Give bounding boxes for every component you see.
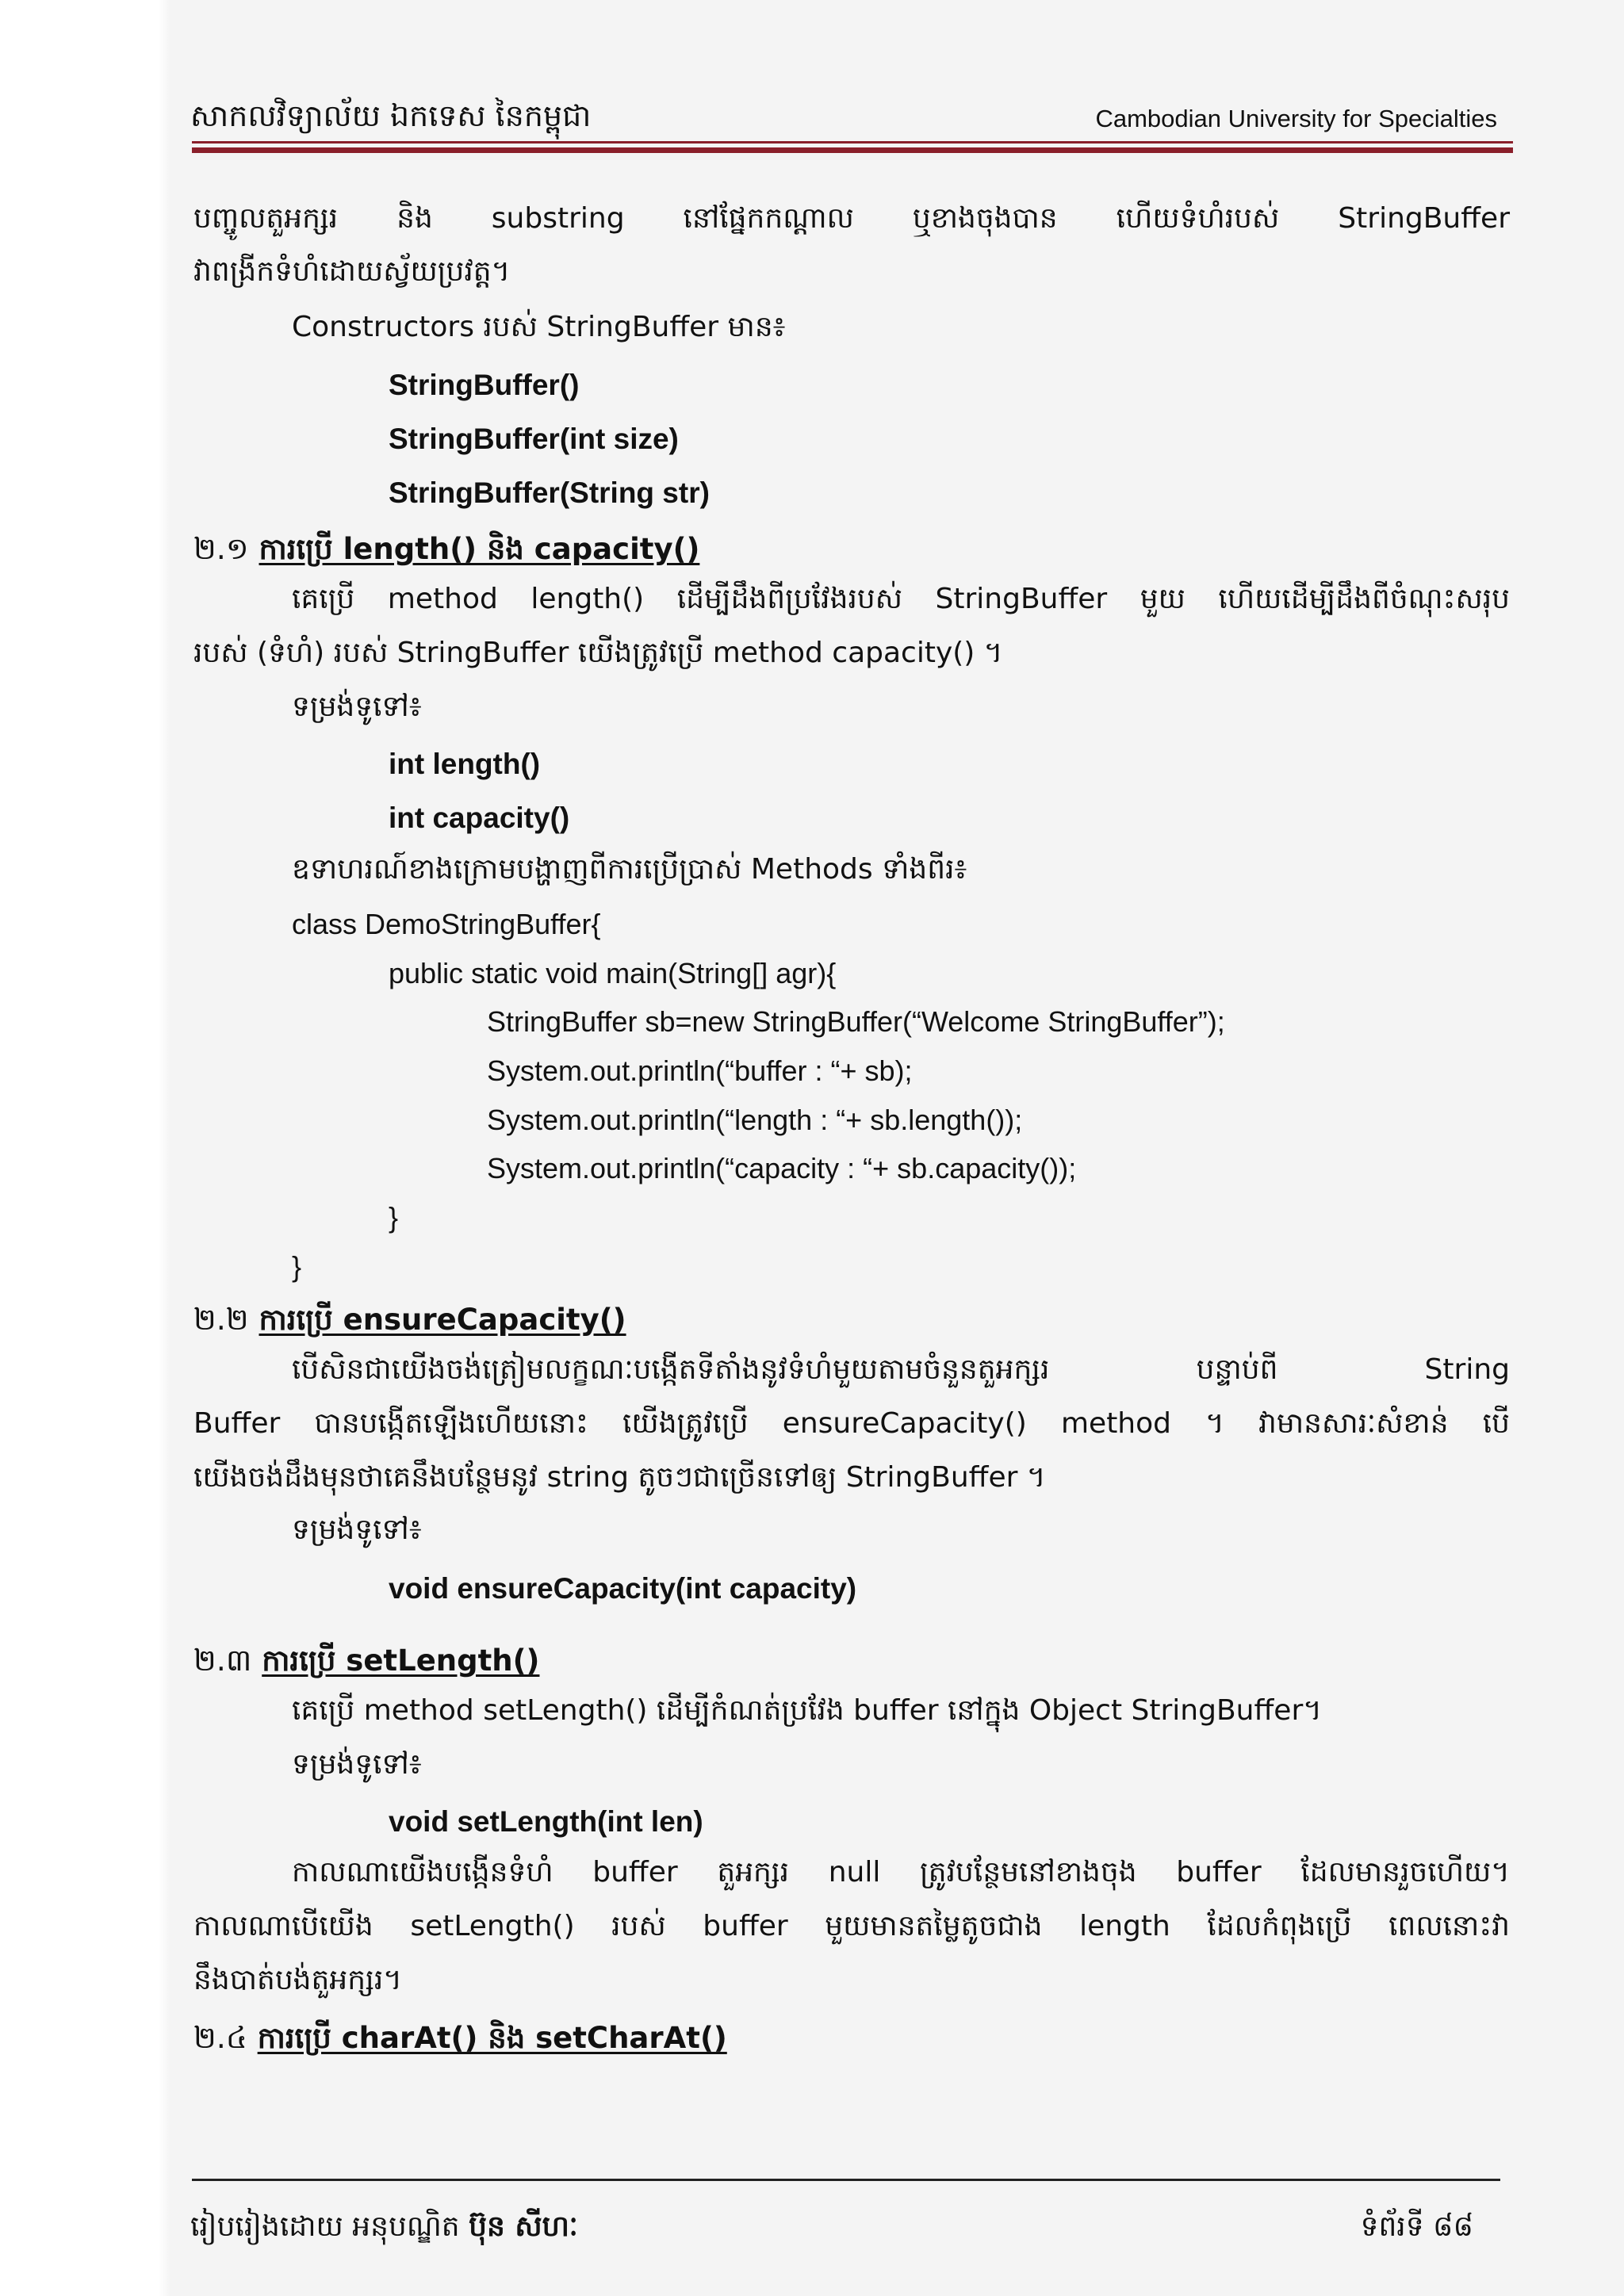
s2-form-label: ទម្រង់ទូទៅ៖	[292, 1513, 422, 1546]
s2-paragraph-line-3: យើងចង់ដឹងមុនថាគេនឹងបន្ថែមនូវ string តូចៗជាច្រើនទៅឲ្យ StringBuffer ។	[193, 1461, 1046, 1494]
s2-paragraph-line-2: Buffer បានបង្កើតឡើងហើយនោះ យើងត្រូវប្រើ ensureCapacity() method ។ វាមានសារៈសំខាន់ បើ	[193, 1407, 1510, 1440]
section-number: ២.២	[193, 1302, 249, 1337]
header-rule	[192, 141, 1513, 144]
s1-form-label: ទម្រង់ទូទៅ៖	[292, 691, 422, 723]
intro-line-2: វាពង្រីកទំហំដោយស្វ័យប្រវត្ត។	[193, 255, 511, 288]
code-line: System.out.println(“buffer : “+ sb);	[487, 1054, 913, 1087]
code-line: }	[389, 1201, 399, 1234]
code-line: public static void main(String[] agr){	[389, 957, 837, 989]
section-number: ២.៤	[193, 2020, 247, 2055]
intro-line-1: បញ្ចូលតួអក្សរ និង substring នៅផ្នែកកណ្តាល ឬខាងចុងបាន ហើយទំហំរបស់ StringBuffer	[193, 202, 1510, 235]
code-line: System.out.println(“length : “+ sb.length());	[487, 1104, 1023, 1136]
s3-note-line-1: កាលណាយើងបង្កើនទំហំ buffer តួអក្សរ null ត្រូវបន្ថែមនៅខាងចុង buffer ដែលមានរួចហើយ។	[292, 1856, 1510, 1888]
section-title: ការប្រើ setLength()	[262, 1644, 540, 1678]
footer-rule	[192, 2179, 1500, 2181]
s2-form-item: void ensureCapacity(int capacity)	[389, 1572, 857, 1605]
s1-paragraph-line-1: គេប្រើ method length() ដើម្បីដឹងពីប្រវែងរបស់ StringBuffer មួយ ហើយដើម្បីដឹងពីចំណុះសរុប	[292, 583, 1510, 615]
s3-form-item: void setLength(int len)	[389, 1805, 703, 1838]
code-line: System.out.println(“capacity : “+ sb.capacity());	[487, 1152, 1077, 1184]
s3-form-label: ទម្រង់ទូទៅ៖	[292, 1748, 422, 1781]
s1-form-item: int capacity()	[389, 802, 570, 834]
section-heading-2-4	[193, 2019, 727, 2063]
s1-example-intro: ឧទាហរណ៍ខាងក្រោមបង្ហាញពីការប្រើប្រាស់ Methods ទាំងពីរ៖	[292, 853, 967, 886]
constructors-intro: Constructors របស់ StringBuffer មាន៖	[292, 311, 786, 343]
section-number: ២.៣	[193, 1643, 252, 1678]
footer-page-number: ទំព័រទី ៨៨	[1360, 2210, 1473, 2243]
section-heading-2-3	[193, 1641, 539, 1686]
constructor-item: StringBuffer()	[389, 369, 580, 401]
s1-form-item: int length()	[389, 748, 541, 780]
section-title: ការប្រើ length() និង capacity()	[259, 532, 700, 566]
header-university-english: Cambodian University for Specialties	[1095, 105, 1497, 132]
section-number: ២.១	[193, 531, 249, 566]
code-line: StringBuffer sb=new StringBuffer(“Welcome StringBuffer”);	[487, 1005, 1225, 1038]
section-heading-2-1	[193, 530, 699, 574]
s1-paragraph-line-2: របស់ (ទំហំ) របស់ StringBuffer យើងត្រូវប្រើ method capacity() ។	[193, 637, 1003, 669]
s3-note-line-2: កាលណាបើយើង setLength() របស់ buffer មួយមានតម្លៃតូចជាង length ដែលកំពុងប្រើ ពេលនោះវា	[193, 1910, 1510, 1942]
s3-note-line-3: នឹងបាត់បង់តួអក្សរ។	[193, 1964, 402, 1996]
code-line: class DemoStringBuffer{	[292, 908, 601, 940]
constructor-item: StringBuffer(int size)	[389, 423, 679, 455]
s3-paragraph-line-1: គេប្រើ method setLength() ដើម្បីកំណត់ប្រវែង buffer នៅក្នុង Object StringBuffer។	[292, 1694, 1322, 1727]
footer-author-prefix: រៀបរៀងដោយ អនុបណ្ឌិត	[190, 2210, 460, 2243]
header-rule-thick	[192, 147, 1513, 153]
footer-author	[190, 2208, 578, 2250]
section-title: ការប្រើ ensureCapacity()	[259, 1303, 626, 1337]
section-heading-2-2	[193, 1300, 626, 1345]
constructor-item: StringBuffer(String str)	[389, 476, 710, 509]
code-line: }	[292, 1250, 302, 1283]
s2-paragraph-line-1: បើសិនជាយើងចង់ត្រៀមលក្ខណៈបង្កើតទីតាំងនូវទំហំមួយតាមចំនួនតួអក្សរ បន្ទាប់ពី String	[292, 1353, 1510, 1386]
footer-author-name: ប៊ុន សីហៈ	[469, 2210, 578, 2243]
header-university-khmer: សាកលវិទ្យាល័យ ឯកទេស នៃកម្ពុជា	[190, 98, 592, 133]
section-title: ការប្រើ charAt() និង setCharAt()	[257, 2021, 727, 2055]
